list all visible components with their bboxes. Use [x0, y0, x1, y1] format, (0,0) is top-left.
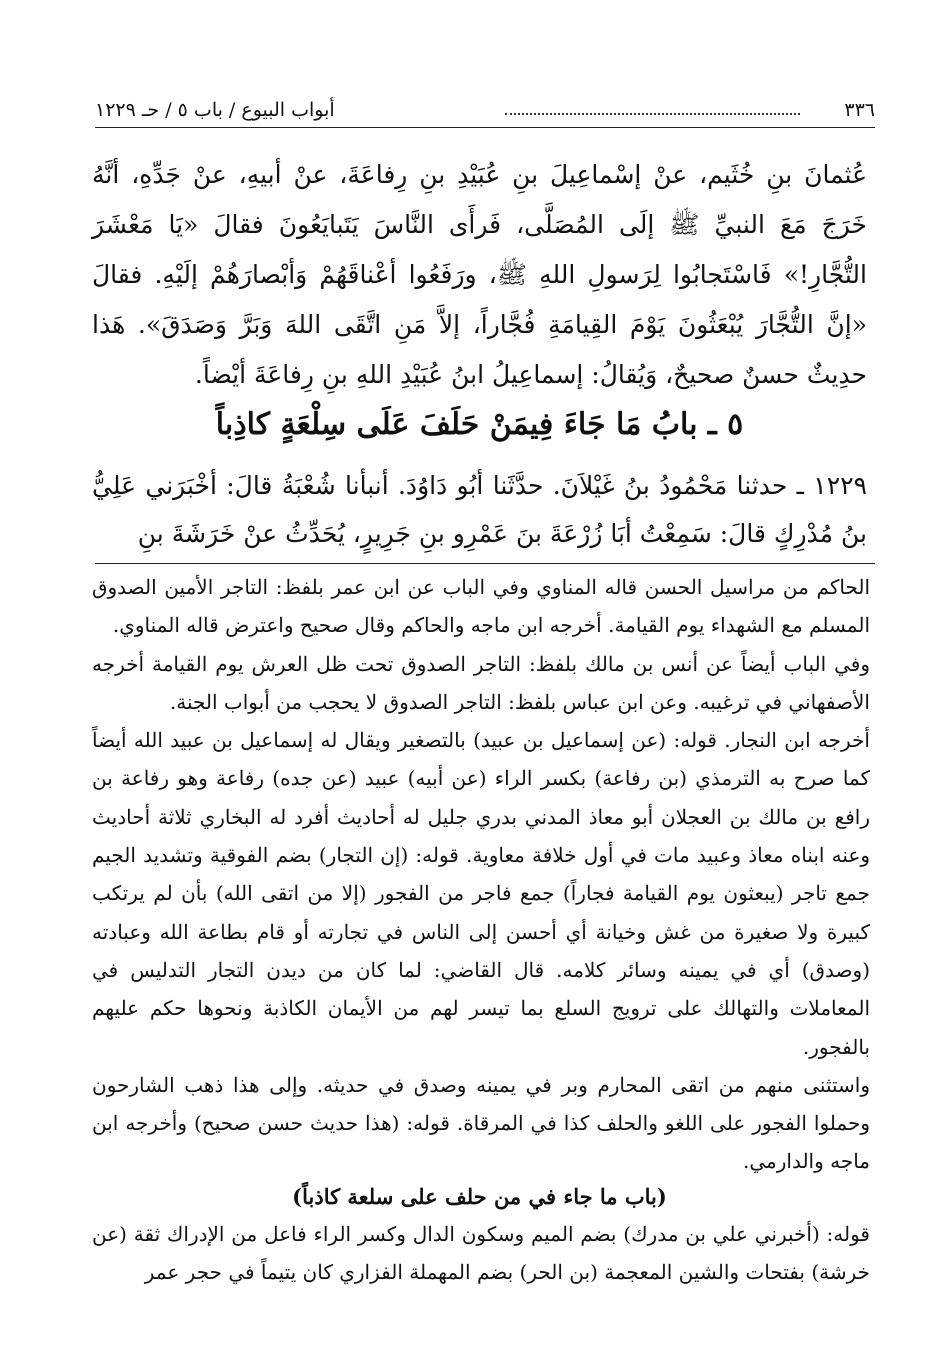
- commentary-paragraph: واستثنى منهم من اتقى المحارم وبر في يمينه وصدق في حديثه. وإلى هذا ذهب الشارحون وحملوا الفجور على اللغو والحلف كذا في المرقاة. قوله: (هذا حديث حسن صحيح) وأخرجه ابن ماجه والدارمي.: [92, 1072, 870, 1174]
- hadith-1228-text: عُثمانَ بنِ خُثَيم، عنْ إسْماعِيلَ بنِ عُبَيْدِ بنِ رِفاعَةَ، عنْ أبيهِ، عنْ جَدِّهِ، أنَّهُ خَرَجَ مَعَ النبيِّ ﷺ إلَى المُصَلَّى، فَرأَى النَّاسَ يَتَبايَعُونَ فقالَ «يَا مَعْشَرَ التُّجَّارِ!» فَاسْتَجابُوا لِرَسولِ اللهِ ﷺ، ورَفَعُوا أعْناقَهُمْ وَأبْصارَهُمْ إلَيْهِ. فقالَ «إنَّ التُّجَّارَ يُبْعَثُونَ يَوْمَ القِيامَةِ فُجَّاراً، إلاَّ مَنِ اتَّقَى اللهَ وَبَرَّ وَصَدَقَ». هَذا حدِيثٌ حسنٌ صحيحٌ، وَيُقالُ: إسماعِيلُ ابنُ عُبَيْدِ اللهِ بنِ رِفاعَةَ أيْضاً.: [92, 160, 867, 389]
- commentary-chapter-title: (باب ما جاء في من حلف على سلعة كاذباً): [292, 1184, 667, 1209]
- commentary-continued: [92, 1215, 870, 1291]
- header-leader-dots: [505, 95, 800, 115]
- commentary-paragraph: وفي الباب أيضاً عن أنس بن مالك بلفظ: التاجر الصدوق تحت ظل العرش يوم القيامة أخرجه الأصفهاني في ترغيبه. وعن ابن عباس بلفظ: التاجر الصدوق لا يحجب من أبواب الجنة.: [92, 651, 870, 714]
- commentary-paragraph: أخرجه ابن النجار. قوله: (عن إسماعيل بن عبيد) بالتصغير ويقال له إسماعيل بن عبيد الله أيضاً كما صرح به الترمذي (بن رفاعة) بكسر الراء (عن أبيه) عبيد (عن جده) رفاعة وهو رفاعة بن رافع بن مالك بن العجلان أبو معاذ المدني بدري جليل له أحاديث أفرد له البخاري ثلاثة أحاديث وعنه ابناه معاذ وعبيد مات في أول خلافة معاوية. قوله: (إن التجار) بضم الفوقية وتشديد الجيم جمع تاجر (يبعثون يوم القيامة فجاراً) جمع فاجر من الفجور (إلا من اتقى الله) بأن لم يرتكب كبيرة ولا صغيرة من غش وخيانة أي أحسن إلى الناس في تجارته أو قام بطاعة الله وعبادته (وصدق) أي في يمينه وسائر كلامه. قال القاضي: لما كان من ديدن التجار التدليس في المعاملات والتهالك على ترويج السلع بما تيسر لهم من الأيمان الكاذبة ونحوها حكم عليهم بالفجور.: [92, 728, 870, 1059]
- commentary: [92, 568, 870, 1181]
- commentary-paragraph: الحاكم من مراسيل الحسن قاله المناوي وفي الباب عن ابن عمر بلفظ: التاجر الأمين الصدوق المسلم مع الشهداء يوم القيامة. أخرجه ابن ماجه والحاكم وقال صحيح واعترض قاله المناوي.: [92, 575, 870, 638]
- footnote-divider: [95, 563, 875, 564]
- commentary-paragraph: قوله: (أخبرني علي بن مدرك) بضم الميم وسكون الدال وكسر الراء فاعل من الإدراك ثقة (عن خرشة) بفتحات والشين المعجمة (بن الحر) بضم المهملة الفزاري كان يتيماً في حجر عمر: [92, 1222, 870, 1284]
- hadith-1229-text: ١٢٢٩ ـ حدثنا مَحْمُودُ بنُ غَيْلاَنَ. حدَّثَنا أبُو دَاوُدَ. أنبأنا شُعْبَةُ قالَ: أخْبَرَني عَلِيُّ بنُ مُدْرِكٍ قالَ: سَمِعْتُ أبَا زُرْعَةَ بنَ عَمْرِو بنِ جَرِيرٍ، يُحَدِّثُ عنْ خَرَشَةَ بنِ: [92, 471, 867, 548]
- page-number: ٣٣٦: [844, 99, 875, 121]
- chapter-title: ٥ ـ بابُ مَا جَاءَ فِيمَنْ حَلَفَ عَلَى سِلْعَةٍ كاذِباً: [215, 407, 744, 442]
- page-header: [95, 95, 875, 128]
- running-title: أبواب البيوع / باب ٥ / حـ ١٢٢٩: [95, 99, 335, 121]
